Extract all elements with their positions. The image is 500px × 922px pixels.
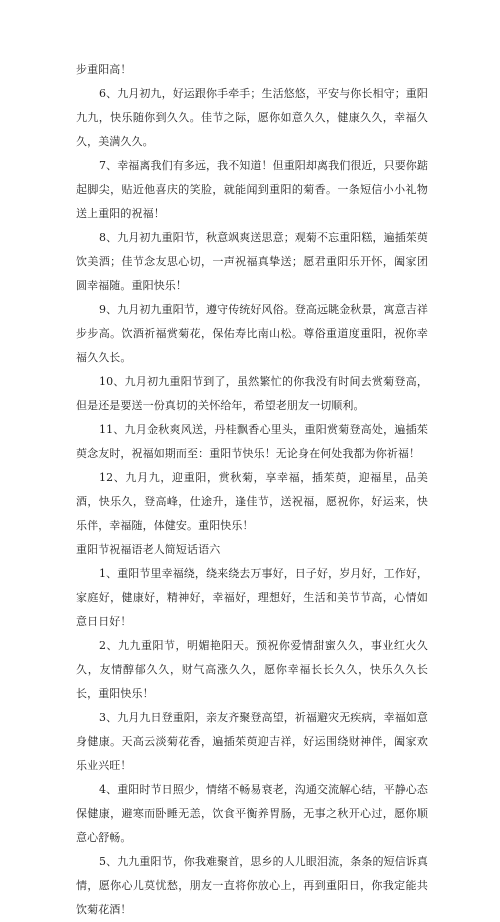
- blessing-paragraph-7: 7、幸福离我们有多远，我不知道！但重阳却离我们很近，只要你踮起脚尖，贴近他喜庆的笑脸，就能闻到重阳的菊香。一条短信小小礼物送上重阳的祝福！: [76, 159, 428, 220]
- section-heading: 重阳节祝福语老人简短话语六: [76, 543, 221, 556]
- blessing-paragraph-9: 9、九月初九重阳节，遵守传统好风俗。登高远眺金秋景，寓意吉祥步步高。饮酒祈福赏菊花，保佑寿比南山松。尊俗重道度重阳，祝你幸福久久长。: [76, 303, 428, 364]
- document-body: [76, 58, 428, 922]
- blessing-paragraph-10: 10、九月初九重阳节到了，虽然繁忙的你我没有时间去赏菊登高，但是还是要送一份真切的关怀给年，希望老朋友一切顺利。: [76, 375, 428, 412]
- paragraph-continuation: 步重阳高！: [76, 63, 132, 76]
- blessing-paragraph-11: 11、九月金秋爽风送，丹桂飘香心里头，重阳赏菊登高处，遍插茱萸念友时，祝福如期而至：重阳节快乐！无论身在何处我都为你祈福！: [76, 423, 428, 460]
- blessing-paragraph-12: 12、九月九，迎重阳，赏秋菊，享幸福，插茱萸，迎福星，品美酒，快乐久，登高峰，仕途升，逢佳节，送祝福，愿祝你，好运来，快乐伴，幸福随，体健安。重阳快乐！: [76, 471, 428, 532]
- elder-blessing-paragraph-1: 1、重阳节里幸福绕，绕来绕去万事好，日子好，岁月好，工作好，家庭好，健康好，精神好，幸福好，理想好，生活和美节节高，心情如意日日好！: [76, 567, 428, 628]
- elder-blessing-paragraph-4: 4、重阳时节日照少，情绪不畅易衰老，沟通交流解心结，平静心态保健康，避寒而卧睡无恙，饮食平衡养胃肠，无事之秋开心过，愿你顺意心舒畅。: [76, 783, 428, 844]
- elder-blessing-paragraph-5: 5、九九重阳节，你我难聚首，思乡的人儿眼泪流，条条的短信诉真情，愿你心儿莫忧愁，朋友一直将你放心上，再到重阳日，你我定能共饮菊花酒！: [76, 855, 428, 916]
- blessing-paragraph-8: 8、九月初九重阳节，秋意飒爽送思意；观菊不忘重阳糕，遍插茱萸饮美酒；佳节念友思心切，一声祝福真挚送；愿君重阳乐开怀，阖家团圆幸福随。重阳快乐！: [76, 231, 428, 292]
- elder-blessing-paragraph-2: 2、九九重阳节，明媚艳阳天。预祝你爱情甜蜜久久，事业红火久久，友情醇郁久久，财气高涨久久，愿你幸福长长久久，快乐久久长长，重阳快乐！: [76, 639, 428, 700]
- blessing-paragraph-6: 6、九月初九，好运跟你手牵手；生活悠悠，平安与你长相守；重阳九九，快乐随你到久久。佳节之际，愿你如意久久，健康久久，幸福久久，美满久久。: [76, 87, 428, 148]
- elder-blessing-paragraph-3: 3、九月九日登重阳，亲友齐聚登高望，祈福避灾无疾病，幸福如意身健康。天高云淡菊花香，遍插茱萸迎吉祥，好运围绕财神伴，阖家欢乐业兴旺！: [76, 711, 428, 772]
